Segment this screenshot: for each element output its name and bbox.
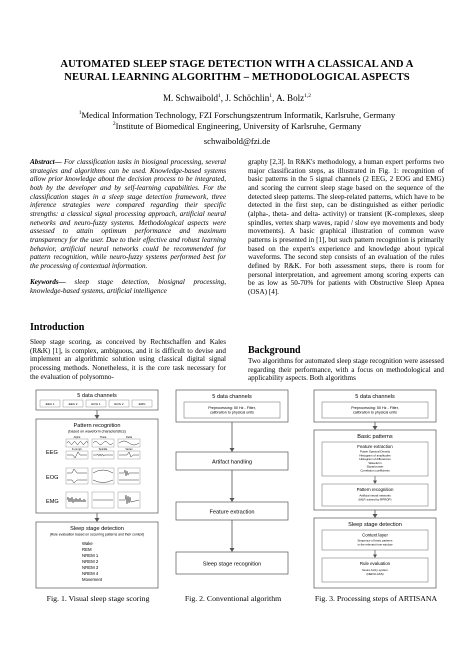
fig1-row-eog: EOG [46,475,59,481]
fig1-stage-2: REM [82,547,92,552]
fig3-pr-title: Pattern recognition [356,487,394,492]
figure-3-caption: Fig. 3. Processing steps of ARTISANA [314,594,438,603]
affiliation-2-sup: 2 [112,121,116,127]
affiliation-1-text: Medical Information Technology, FZI Forschungszentrum Informatik, Karlsruhe, Germany [81,109,396,120]
fig3-fe-item-3: Histogram of differences [359,457,391,462]
affiliation-2-text: Institute of Biomedical Engineering, University of Karlsruhe, Germany [115,120,362,131]
intro-heading: Introduction [30,322,85,333]
fig1-stage-1: Wake [82,541,93,546]
author-3-sup: 1,2 [304,93,311,99]
fig2-step-recognition: Sleep stage recognition [202,561,262,568]
fig1-stage-7: Movement [82,577,103,582]
fig1-eeg-label-5: Spindle [98,448,108,451]
fig3-arrowhead-3 [373,514,378,518]
keywords-text: sleep stage detection, biosignal processing, knowledge-based systems, artificial intelligence [30,278,226,295]
background-heading: Background [248,345,301,356]
author-2: J. Schöchlin [225,93,270,103]
abstract-label: Abstract— [30,158,62,166]
fig1-stage-4: NREM 2 [82,559,99,564]
fig3-fe-item-6: Correlation coefficients [360,468,390,473]
title-line-2: NEURAL LEARNING ALGORITHM – METHODOLOGICAL ASPECTS [64,72,410,83]
keywords-label: Keywords— [30,278,66,286]
fig3-rule-title: Rule evaluation [359,561,391,566]
author-1-sup: 1 [218,93,221,99]
figure-2 [172,386,292,592]
fig1-arrowhead-1 [95,415,100,419]
intro-text: Sleep stage scoring, as conceived by Rechtschaffen and Kales (R&K) [1], is complex, ambiguous, and it is difficult to devise and implement an algorithmic solution using classical digital signal processing methods. Nonetheless, it is the core task necessary for the evaluation of polysomno- [30,338,226,381]
figure-1-caption: Fig. 1. Visual sleep stage scoring [46,594,150,603]
fig1-arrowhead-2 [95,518,100,522]
right-column-text: graphy [2,3]. In R&K's methodology, a human expert performs two major classification steps, as illustrated in Fig. 1: recognition of basic patterns in the 5 signal channels (2 EEG, 2 EOG and EMG) and scoring the current sleep stage based on the sequence of the detected sleep patterns. The sleep-related patterns, which have to be detected in the first step, can be distinguished as either periodic (alpha-, theta- and delta- activity) or transient (K-complexes, sleep spindles, vertex sharp waves, rapid / slow eye movements and body movements). A basic graphical illustration of common wave patterns is presented in [1], but such pattern recognition is primarily based on the expert's experience and knowledge about typical waveforms. The second step consists of an evaluation of the rules defined by R&K. For both assessment steps, there is room for personal interpretation, and agreement among scoring experts can be as low as 50-70% for patients with Obstructive Sleep Apnea (OSA) [4]. [248,158,444,296]
fig1-ch-4: EOG 2 [114,402,124,407]
affiliation-2 [30,119,444,132]
fig3-pr-item-1: Artificial neural networks [359,493,391,498]
fig3-ctx-item-2: in the relevant time window [357,542,393,547]
fig1-stage-6: NREM 4 [82,571,99,576]
fig1-eeg-label-4: K-compl. [71,448,83,451]
fig3-rule-item-1: Neuro-fuzzy system [362,568,388,572]
fig3-channels-title: 5 data channels [355,394,395,400]
fig3-arrowhead-1 [373,426,378,430]
fig3-ssd-title: Sleep stage detection [348,522,402,528]
fig3-fe-item-1: Power Spectral Density [359,449,391,454]
fig2-arrowhead-1 [230,448,235,452]
keywords [30,278,226,295]
fig3-pr-item-2: (MLP, trained by RPROP) [358,497,392,502]
fig1-row-emg: EMG [46,499,59,505]
fig2-step-feature: Feature extraction [209,509,255,516]
fig3-rule-item-2: (NEFCLASS) [366,572,384,576]
fig1-row-eeg: EEG [46,450,58,456]
fig3-fe-item-2: Histogram of amplitudes [359,453,391,458]
fig2-arrowhead-3 [230,548,235,552]
abstract [30,158,226,271]
fig1-ch-1: EEG 1 [45,402,55,407]
affiliation-1-sup: 1 [78,110,82,116]
fig3-prep-text: Preprocessing: 50 Hz - Filter, calibration to physical units [351,406,399,415]
figure-2-caption: Fig. 2. Conventional algorithm [184,594,282,603]
fig2-channels-title: 5 data channels [212,394,252,400]
fig1-stage-3: NREM 1 [82,553,99,558]
abstract-text: For classification tasks in biosignal processing, several strategies and algorithms can be used. Knowledge-based systems allow prior knowledge about the decision process to be integrated, both by the developer and by self-learning capabilities. For the classification stages in a sleep stage detection framework, three inference strategies were compared regarding their specific strengths: a classical signal processing approach, artificial neural networks and neuro-fuzzy systems. Methodological aspects were assessed to attain optimum performance and maximum transparency for the user. Due to their effective and robust learning behavior, artificial neural networks could be recommended for pattern recognition, while neuro-fuzzy systems performed best for the processing of contextual information. [30,158,226,270]
author-2-sup: 1 [269,93,273,99]
fig3-fe-item-4: Waveform [368,460,382,465]
author-email: schwaibold@fzi.de [203,136,271,146]
author-3: A. Bolz [276,93,305,103]
fig2-arrowhead-2 [230,498,235,502]
fig1-pattern-title: Pattern recognition [73,423,121,429]
fig2-step-artifact: Artifact handling [211,459,253,466]
author-list: M. Schwaibold$^1$, J. Schöchlin$^1$, A. Bolz$^{1,2}$ [163,93,311,103]
fig1-detection-sub: (Rule evaluation based on occurring patterns and their context) [49,532,145,537]
figure-3 [306,386,444,592]
fig1-eeg-label-3: Delta [125,436,133,439]
fig1-stage-5: NREM 3 [82,565,99,570]
author-1: M. Schwaibold [163,93,219,103]
fig1-eeg-label-2: Theta [99,436,107,439]
fig1-channels-title: 5 data channels [77,393,117,399]
figure-1 [30,386,166,592]
fig3-ctx-item-1: Sequence of basic patterns [357,538,393,543]
paper-title [30,58,444,84]
fig3-fe-item-5: Signal power [366,464,384,469]
fig1-ch-3: EOG 1 [91,402,101,407]
fig1-eeg-label-6: Vertex [125,448,133,451]
title-line-1: AUTOMATED SLEEP STAGE DETECTION WITH A CLASSICAL AND A [60,59,414,70]
background-text: Two algorithms for automated sleep stage recognition were assessed regarding their performance, with a focus on methodological and applicability aspects. Both algorithms [248,357,444,383]
fig3-fe-title: Feature extraction [357,444,393,449]
fig2-prep-text: Preprocessing: 50 Hz - Filter, calibration to physical units [208,406,256,415]
fig3-basic-title: Basic patterns [357,434,393,440]
fig1-ch-2: EEG 2 [68,402,78,407]
fig3-ctx-title: Context layer [362,532,388,538]
fig1-detection-title: Sleep stage detection [70,526,124,532]
fig1-pattern-sub: (based on waveform characteristics) [68,429,126,434]
fig1-ch-5: EMG [138,402,146,407]
fig1-eeg-label-1: Alpha [73,436,81,439]
